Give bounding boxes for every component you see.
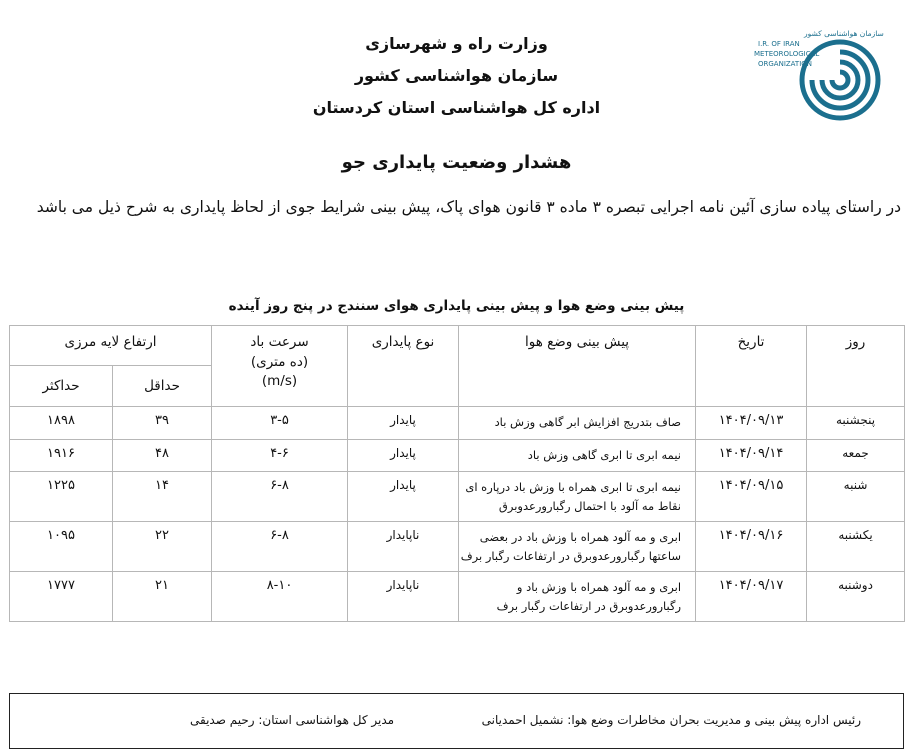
logo-fa-text: سازمان هواشناسی کشور bbox=[804, 29, 884, 38]
wind-speed-cell: ۴-۶ bbox=[212, 440, 348, 472]
day-cell: پنجشنبه bbox=[807, 407, 905, 440]
stability-cell: پایدار bbox=[348, 407, 459, 440]
boundary-min-cell: ۴۸ bbox=[113, 440, 212, 472]
organization-name: سازمان هواشناسی کشور bbox=[354, 66, 559, 85]
day-cell: دوشنبه bbox=[807, 572, 905, 622]
stability-cell: پایدار bbox=[348, 440, 459, 472]
day-cell: شنبه bbox=[807, 472, 905, 522]
header-wind-label: سرعت باد bbox=[250, 334, 309, 350]
forecast-cell: نیمه ابری تا ابری گاهی وزش باد bbox=[459, 440, 696, 472]
day-cell: یکشنبه bbox=[807, 522, 905, 572]
table-row bbox=[10, 472, 905, 522]
boundary-min-cell: ۱۴ bbox=[113, 472, 212, 522]
meteorological-organization-logo bbox=[752, 18, 886, 122]
table-row bbox=[10, 440, 905, 472]
day-cell: جمعه bbox=[807, 440, 905, 472]
stability-cell: ناپایدار bbox=[348, 522, 459, 572]
forecast-head-signature: رئیس اداره پیش بینی و مدیریت بحران مخاطرات وضع هوا: نشمیل احمدیانی bbox=[481, 713, 861, 727]
header-max: حداکثر bbox=[10, 366, 113, 407]
boundary-max-cell: ۱۰۹۵ bbox=[10, 522, 113, 572]
logo-en-line2: METEOROLOGICAL bbox=[754, 50, 820, 58]
table-row bbox=[10, 522, 905, 572]
department-name: اداره کل هواشناسی استان کردستان bbox=[312, 98, 601, 117]
boundary-min-cell: ۲۲ bbox=[113, 522, 212, 572]
date-cell: ۱۴۰۴/۰۹/۱۵ bbox=[696, 472, 807, 522]
table-caption: پیش بینی وضع هوا و پیش بینی پایداری هوای سنندج در پنج روز آینده bbox=[228, 298, 685, 314]
boundary-max-cell: ۱۸۹۸ bbox=[10, 407, 113, 440]
header-wind-sub: (ده متری) bbox=[250, 354, 309, 370]
ministry-name: وزارت راه و شهرسازی bbox=[365, 34, 548, 53]
forecast-cell: نیمه ابری تا ابری همراه با وزش باد درپاره ای نقاط مه آلود با احتمال رگبارورعدوبرق bbox=[459, 472, 696, 522]
header-wind-unit: (m/s) bbox=[261, 373, 298, 389]
boundary-max-cell: ۱۹۱۶ bbox=[10, 440, 113, 472]
intro-paragraph: در راستای پیاده سازی آئین نامه اجرایی تبصره ۳ ماده ۳ قانون هوای پاک، پیش بینی شرایط جوی از لحاظ پایداری به شرح ذیل می باشد bbox=[36, 198, 901, 216]
forecast-cell: ابری و مه آلود همراه با وزش باد و رگبارورعدوبرق در ارتفاعات رگبار برف bbox=[459, 572, 696, 622]
date-cell: ۱۴۰۴/۰۹/۱۳ bbox=[696, 407, 807, 440]
header-wind-speed bbox=[212, 326, 348, 407]
stability-cell: پایدار bbox=[348, 472, 459, 522]
date-cell: ۱۴۰۴/۰۹/۱۷ bbox=[696, 572, 807, 622]
page-title: هشدار وضعیت پایداری جو bbox=[341, 152, 572, 173]
boundary-max-cell: ۱۷۷۷ bbox=[10, 572, 113, 622]
signature-footer bbox=[9, 693, 904, 749]
logo-en-line1: I.R. OF IRAN bbox=[758, 40, 800, 48]
wind-speed-cell: ۸-۱۰ bbox=[212, 572, 348, 622]
table-row bbox=[10, 572, 905, 622]
header-date: تاریخ bbox=[696, 326, 807, 407]
date-cell: ۱۴۰۴/۰۹/۱۴ bbox=[696, 440, 807, 472]
header-boundary-layer: ارتفاع لایه مرزی bbox=[10, 326, 212, 366]
table-row bbox=[10, 407, 905, 440]
wind-speed-cell: ۶-۸ bbox=[212, 472, 348, 522]
boundary-min-cell: ۳۹ bbox=[113, 407, 212, 440]
header-min: حداقل bbox=[113, 366, 212, 407]
stability-cell: ناپایدار bbox=[348, 572, 459, 622]
wind-speed-cell: ۶-۸ bbox=[212, 522, 348, 572]
logo-en-line3: ORGANIZATION bbox=[758, 60, 813, 68]
boundary-max-cell: ۱۲۲۵ bbox=[10, 472, 113, 522]
boundary-min-cell: ۲۱ bbox=[113, 572, 212, 622]
director-signature: مدیر کل هواشناسی استان: رحیم صدیقی bbox=[190, 713, 395, 727]
forecast-cell: ابری و مه آلود همراه با وزش باد در بعضی ساعتها رگبارورعدوبرق در ارتفاعات رگبار برف bbox=[459, 522, 696, 572]
header-stability: نوع پایداری bbox=[348, 326, 459, 407]
header-forecast: پیش بینی وضع هوا bbox=[459, 326, 696, 407]
forecast-cell: صاف بتدریج افزایش ابر گاهی وزش باد bbox=[459, 407, 696, 440]
date-cell: ۱۴۰۴/۰۹/۱۶ bbox=[696, 522, 807, 572]
wind-speed-cell: ۳-۵ bbox=[212, 407, 348, 440]
forecast-table bbox=[9, 325, 905, 622]
header-day: روز bbox=[807, 326, 905, 407]
